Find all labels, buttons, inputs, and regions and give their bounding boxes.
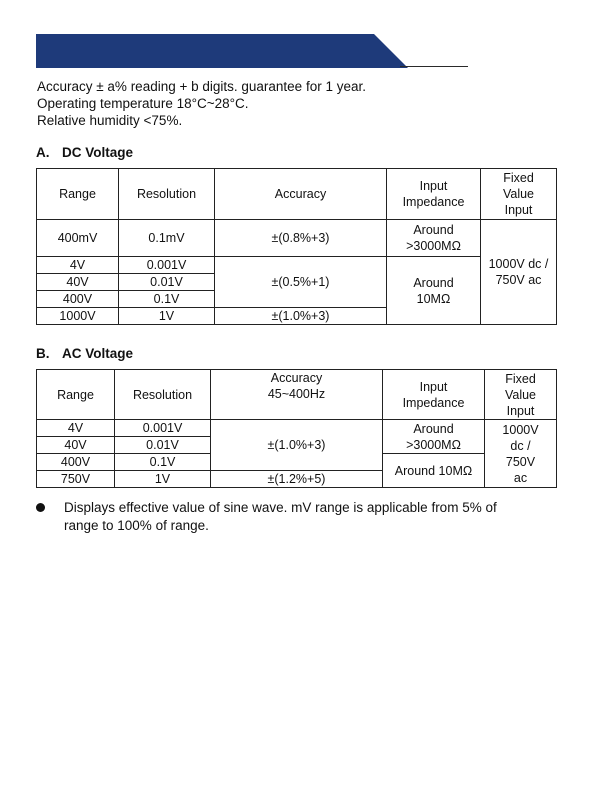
- range-cell: 40V: [37, 437, 115, 454]
- resolution-cell: 1V: [119, 308, 215, 325]
- fixed-value-input-cell: 1000V dc / 750V ac: [481, 220, 557, 325]
- resolution-cell: 0.001V: [119, 257, 215, 274]
- range-cell: 400mV: [37, 220, 119, 257]
- range-cell: 4V: [37, 420, 115, 437]
- resolution-cell: 0.001V: [115, 420, 211, 437]
- accuracy-cell: ±(0.5%+1): [215, 257, 387, 308]
- ac-voltage-table: [36, 369, 557, 488]
- measurement-note: [36, 499, 566, 535]
- header-rule-line: [400, 66, 468, 67]
- section-header-banner: [36, 34, 408, 68]
- header-range: Range: [37, 169, 119, 220]
- relative-humidity: Relative humidity <75%.: [37, 113, 183, 128]
- header-resolution: Resolution: [119, 169, 215, 220]
- header-input-impedance: Input Impedance: [383, 370, 485, 420]
- resolution-cell: 0.1V: [115, 454, 211, 471]
- header-accuracy: Accuracy 45~400Hz: [211, 370, 383, 420]
- ac-voltage-heading: B. AC Voltage: [36, 346, 134, 361]
- impedance-cell: Around 10MΩ: [387, 257, 481, 325]
- fixed-value-input-cell: 1000V dc / 750V ac: [485, 420, 557, 488]
- operating-temperature: Operating temperature 18°C~28°C.: [37, 96, 249, 111]
- header-input-impedance: Input Impedance: [387, 169, 481, 220]
- header-range: Range: [37, 370, 115, 420]
- range-cell: 40V: [37, 274, 119, 291]
- note-line: range to 100% of range.: [64, 518, 209, 533]
- header-accuracy: Accuracy: [215, 169, 387, 220]
- accuracy-cell: ±(1.2%+5): [211, 471, 383, 488]
- impedance-cell: Around 10MΩ: [383, 454, 485, 488]
- range-cell: 400V: [37, 454, 115, 471]
- accuracy-cell: ±(1.0%+3): [215, 308, 387, 325]
- dc-voltage-heading: A. DC Voltage: [36, 145, 134, 160]
- resolution-cell: 1V: [115, 471, 211, 488]
- range-cell: 4V: [37, 257, 119, 274]
- bullet-icon: [36, 503, 45, 512]
- header-fixed-value-input: Fixed Value Input: [481, 169, 557, 220]
- table-row: [37, 257, 557, 274]
- table-header-row: [37, 169, 557, 220]
- impedance-cell: Around >3000MΩ: [387, 220, 481, 257]
- header-resolution: Resolution: [115, 370, 211, 420]
- resolution-cell: 0.1mV: [119, 220, 215, 257]
- table-row: [37, 220, 557, 257]
- spec-intro: [37, 78, 366, 129]
- dc-voltage-table: [36, 168, 557, 325]
- range-cell: 750V: [37, 471, 115, 488]
- header-fixed-value-input: Fixed Value Input: [485, 370, 557, 420]
- table-row: [37, 420, 557, 437]
- resolution-cell: 0.1V: [119, 291, 215, 308]
- resolution-cell: 0.01V: [119, 274, 215, 291]
- accuracy-note: Accuracy ± a% reading + b digits. guarantee for 1 year.: [37, 79, 366, 94]
- range-cell: 1000V: [37, 308, 119, 325]
- note-line: Displays effective value of sine wave. mV range is applicable from 5% of: [64, 500, 497, 515]
- resolution-cell: 0.01V: [115, 437, 211, 454]
- accuracy-cell: ±(1.0%+3): [211, 420, 383, 471]
- accuracy-cell: ±(0.8%+3): [215, 220, 387, 257]
- table-header-row: [37, 370, 557, 420]
- impedance-cell: Around >3000MΩ: [383, 420, 485, 454]
- range-cell: 400V: [37, 291, 119, 308]
